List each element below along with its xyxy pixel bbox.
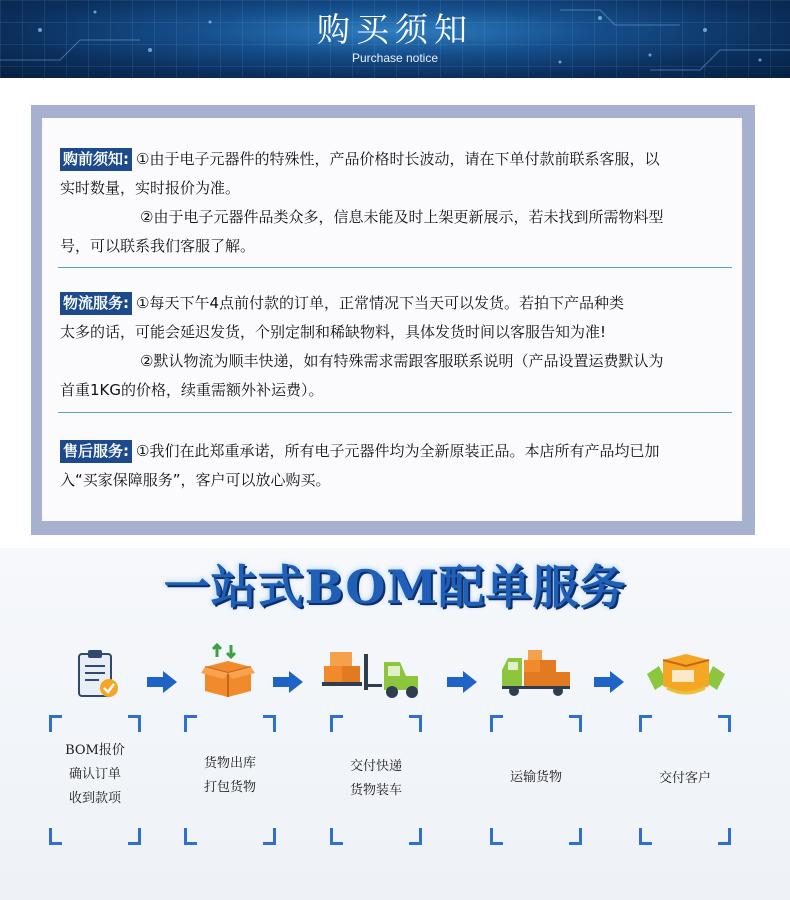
pre-purchase-line4: 号，可以联系我们客服了解。 xyxy=(60,237,256,255)
step-box-3 xyxy=(330,715,422,845)
section-divider xyxy=(58,267,732,268)
step3-line1: 交付快递 xyxy=(349,759,402,774)
notice-card xyxy=(42,118,742,521)
forklift-icon xyxy=(322,648,422,700)
logistics-line3: ②默认物流为顺丰快递，如有特殊需求需跟客服联系说明（产品设置运费默认为 xyxy=(140,352,664,370)
notice-frame xyxy=(31,105,755,535)
page-title: 购买须知 xyxy=(317,10,473,49)
step3-line2: 货物装车 xyxy=(349,783,402,798)
after-sales-section xyxy=(60,437,736,495)
pre-purchase-section xyxy=(60,145,736,261)
pre-purchase-label: 购前须知: xyxy=(60,148,132,171)
logistics-line4: 首重1KG的价格，续重需额外补运费）。 xyxy=(60,381,324,399)
step2-line1: 货物出库 xyxy=(203,756,256,771)
logistics-section xyxy=(60,289,736,405)
bom-title: 一站式BOM配单服务 xyxy=(163,560,627,614)
step-box-4 xyxy=(490,715,582,845)
after-sales-line1: ①我们在此郑重承诺，所有电子元器件均为全新原装正品。本店所有产品均已加 xyxy=(136,442,660,460)
logistics-line1: ①每天下午4点前付款的订单，正常情况下当天可以发货。若拍下产品种类 xyxy=(136,294,624,312)
step1-line3: 收到款项 xyxy=(68,791,121,806)
clipboard-check-icon xyxy=(75,648,121,700)
step-box-1 xyxy=(49,715,141,845)
pre-purchase-line1: ①由于电子元器件的特殊性，产品价格时长波动，请在下单付款前联系客服，以 xyxy=(136,150,660,168)
after-sales-label: 售后服务: xyxy=(60,440,132,463)
step1-line1: BOM报价 xyxy=(65,743,125,758)
step-box-5 xyxy=(639,715,731,845)
step-box-2 xyxy=(184,715,276,845)
step1-line2: 确认订单 xyxy=(68,767,121,782)
logistics-label: 物流服务: xyxy=(60,292,132,315)
pre-purchase-line3: ②由于电子元器件品类众多，信息未能及时上架更新展示，若未找到所需物料型 xyxy=(140,208,664,226)
step4-line1: 运输货物 xyxy=(509,770,562,785)
pre-purchase-line2: 实时数量，实时报价为准。 xyxy=(60,179,241,197)
delivery-truck-icon xyxy=(500,648,572,698)
step2-line2: 打包货物 xyxy=(203,780,256,795)
section-divider xyxy=(58,412,732,413)
header-banner xyxy=(0,0,790,78)
arrow-right-icon xyxy=(273,671,303,693)
arrow-right-icon xyxy=(447,671,477,693)
arrow-right-icon xyxy=(147,671,177,693)
after-sales-line2: 入“买家保障服务”，客户可以放心购买。 xyxy=(60,471,331,489)
handover-box-icon xyxy=(645,652,727,698)
package-box-icon xyxy=(201,643,255,699)
page-subtitle: Purchase notice xyxy=(351,51,439,65)
arrow-right-icon xyxy=(594,671,624,693)
step5-line1: 交付客户 xyxy=(658,771,711,786)
logistics-line2: 太多的话，可能会延迟发货，个别定制和稀缺物料，具体发货时间以客服告知为准! xyxy=(60,323,607,341)
